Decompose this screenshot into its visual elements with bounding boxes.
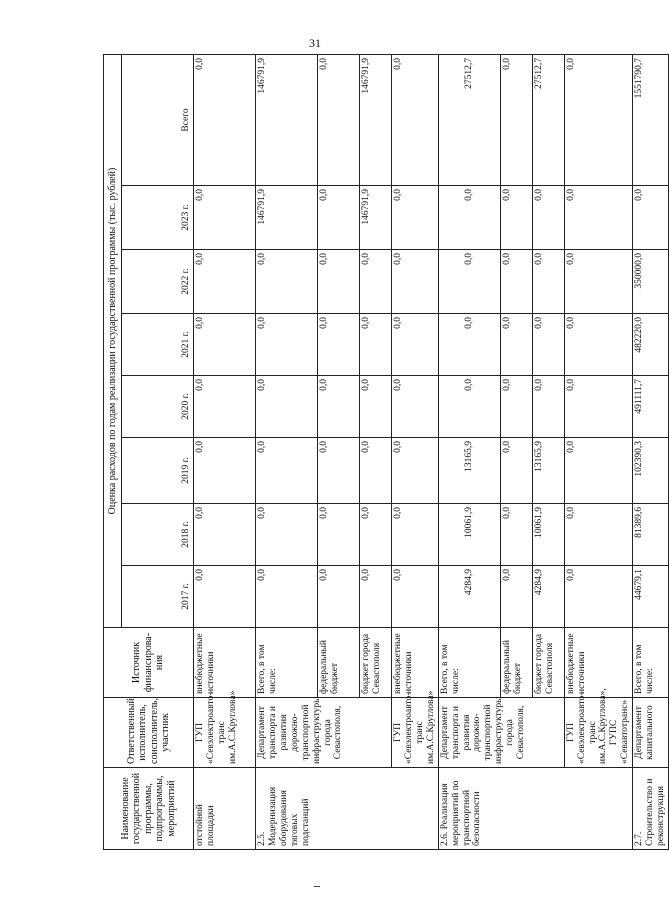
header-year-2017: 2017 г. — [122, 566, 194, 628]
table-row — [194, 55, 256, 850]
value-cell: 146791,9 — [256, 186, 318, 250]
value-cell: 0,0 — [318, 314, 360, 376]
value-cell: 491111,7 — [633, 376, 669, 438]
value-cell: 0,0 — [564, 566, 633, 628]
value-cell: 482220,0 — [633, 314, 669, 376]
value-cell: 146791,9 — [360, 186, 392, 250]
value-cell: 0,0 — [360, 314, 392, 376]
value-cell: 0,0 — [532, 250, 564, 314]
funding-source: Всего, в том числе: — [438, 628, 500, 698]
value-cell: 0,0 — [392, 314, 439, 376]
value-cell: 0,0 — [564, 186, 633, 250]
executor-extra: ГУП «Севэлектроавто-транс им.А.С.Круглова», ГУПС «Севавтотранс» — [564, 698, 633, 768]
value-cell: 0,0 — [360, 438, 392, 504]
value-cell: 0,0 — [194, 566, 256, 628]
value-cell: 0,0 — [194, 376, 256, 438]
measure-name: 2.7. Строительство и реконструкция — [633, 768, 669, 850]
value-cell: 27512,7 — [438, 55, 500, 186]
footer-mark — [314, 886, 320, 887]
value-cell: 0,0 — [500, 438, 532, 504]
executor: ГУП «Севэлектроавто-транс им.А.С.Круглова» — [194, 698, 256, 768]
funding-source: бюджет города Севастополя — [360, 628, 392, 698]
funding-source: бюджет города Севастополя — [532, 628, 564, 698]
value-cell: 0,0 — [194, 55, 256, 186]
value-cell: 0,0 — [318, 566, 360, 628]
value-cell: 13165,9 — [532, 438, 564, 504]
value-cell: 0,0 — [194, 314, 256, 376]
value-cell: 0,0 — [256, 314, 318, 376]
value-cell: 0,0 — [318, 438, 360, 504]
value-cell: 0,0 — [564, 504, 633, 566]
value-cell: 4284,9 — [438, 566, 500, 628]
header-name: Наименование государственной программы, подпрограммы, мероприятий — [104, 768, 194, 850]
measure-name: 2.6. Реализация мероприятий по транспортной безопасности — [438, 768, 633, 850]
funding-source: внебюджетные источники — [392, 628, 439, 698]
value-cell: 0,0 — [500, 566, 532, 628]
header-year-2019: 2019 г. — [122, 438, 194, 504]
value-cell: 0,0 — [564, 314, 633, 376]
value-cell: 0,0 — [256, 504, 318, 566]
value-cell: 0,0 — [256, 438, 318, 504]
value-cell: 0,0 — [360, 566, 392, 628]
value-cell: 0,0 — [194, 250, 256, 314]
value-cell: 0,0 — [438, 250, 500, 314]
value-cell: 0,0 — [500, 55, 532, 186]
value-cell: 0,0 — [438, 314, 500, 376]
rotated-table-frame — [103, 55, 667, 850]
table-row — [392, 55, 439, 850]
value-cell: 0,0 — [532, 186, 564, 250]
header-executor: Ответственный исполнитель, соисполнитель, участник — [104, 698, 194, 768]
header-estimate: Оценка расходов по годам реализации государственной программы (тыс. рублей) — [104, 55, 122, 628]
value-cell: 0,0 — [500, 504, 532, 566]
page-number: 31 — [309, 36, 321, 50]
value-cell: 0,0 — [256, 376, 318, 438]
measure-name: 2.5. Модернизация оборудования тяговых подстанций — [256, 768, 439, 850]
table-container — [103, 55, 667, 850]
value-cell: 0,0 — [360, 504, 392, 566]
value-cell: 0,0 — [392, 55, 439, 186]
header-year-2023: 2023 г. — [122, 186, 194, 250]
value-cell: 0,0 — [194, 438, 256, 504]
value-cell: 0,0 — [194, 504, 256, 566]
value-cell: 0,0 — [392, 566, 439, 628]
value-cell: 0,0 — [318, 250, 360, 314]
funding-source: федеральный бюджет — [500, 628, 532, 698]
value-cell: 0,0 — [256, 566, 318, 628]
table-row — [564, 55, 633, 850]
value-cell: 27512,7 — [532, 55, 564, 186]
table-row — [438, 55, 500, 850]
value-cell: 0,0 — [392, 504, 439, 566]
budget-table — [103, 54, 669, 850]
value-cell: 0,0 — [438, 186, 500, 250]
value-cell: 1551790,7 — [633, 55, 669, 186]
value-cell: 0,0 — [318, 504, 360, 566]
value-cell: 10061,9 — [438, 504, 500, 566]
funding-source: федеральный бюджет — [318, 628, 360, 698]
value-cell: 0,0 — [194, 186, 256, 250]
header-year-2021: 2021 г. — [122, 314, 194, 376]
value-cell: 0,0 — [256, 250, 318, 314]
executor-extra: ГУП «Севэлектроавто-транс им.А.С.Круглова» — [392, 698, 439, 768]
executor: Департамент транспорта и развития дорожно-транспортной инфраструктуры города Севастополя, — [438, 698, 564, 768]
value-cell: 81389,6 — [633, 504, 669, 566]
executor: Департамент транспорта и развития дорожно-транспортной инфраструктуры города Севастополя, — [256, 698, 392, 768]
funding-source: Всего, в том числе: — [256, 628, 318, 698]
value-cell: 44679,1 — [633, 566, 669, 628]
funding-source: внебюджетные источники — [194, 628, 256, 698]
value-cell: 0,0 — [564, 55, 633, 186]
table-row — [256, 55, 318, 850]
value-cell: 0,0 — [392, 250, 439, 314]
value-cell: 350000,0 — [633, 250, 669, 314]
value-cell: 0,0 — [392, 186, 439, 250]
executor: Департамент капитального — [633, 698, 669, 768]
value-cell: 0,0 — [318, 186, 360, 250]
value-cell: 0,0 — [360, 376, 392, 438]
value-cell: 0,0 — [564, 376, 633, 438]
value-cell: 0,0 — [564, 250, 633, 314]
funding-source: внебюджетные источники — [564, 628, 633, 698]
value-cell: 146791,9 — [360, 55, 392, 186]
value-cell: 0,0 — [532, 314, 564, 376]
value-cell: 0,0 — [500, 314, 532, 376]
value-cell: 0,0 — [392, 438, 439, 504]
value-cell: 0,0 — [500, 376, 532, 438]
value-cell: 10061,9 — [532, 504, 564, 566]
header-total: Всего — [122, 55, 194, 186]
table-row — [633, 55, 669, 850]
header-source: Источник финансирова-ния — [104, 628, 194, 698]
header-year-2018: 2018 г. — [122, 504, 194, 566]
header-year-2022: 2022 г. — [122, 250, 194, 314]
value-cell: 0,0 — [392, 376, 439, 438]
value-cell: 102390,3 — [633, 438, 669, 504]
value-cell: 0,0 — [360, 250, 392, 314]
value-cell: 0,0 — [532, 376, 564, 438]
value-cell: 13165,9 — [438, 438, 500, 504]
value-cell: 0,0 — [564, 438, 633, 504]
funding-source: Всего, в том числе: — [633, 628, 669, 698]
value-cell: 4284,9 — [532, 566, 564, 628]
header-year-2020: 2020 г. — [122, 376, 194, 438]
value-cell: 0,0 — [500, 186, 532, 250]
value-cell: 0,0 — [438, 376, 500, 438]
value-cell: 0,0 — [633, 186, 669, 250]
value-cell: 0,0 — [500, 250, 532, 314]
value-cell: 146791,9 — [256, 55, 318, 186]
value-cell: 0,0 — [318, 55, 360, 186]
value-cell: 0,0 — [318, 376, 360, 438]
measure-name: отстойной площадки — [194, 768, 256, 850]
